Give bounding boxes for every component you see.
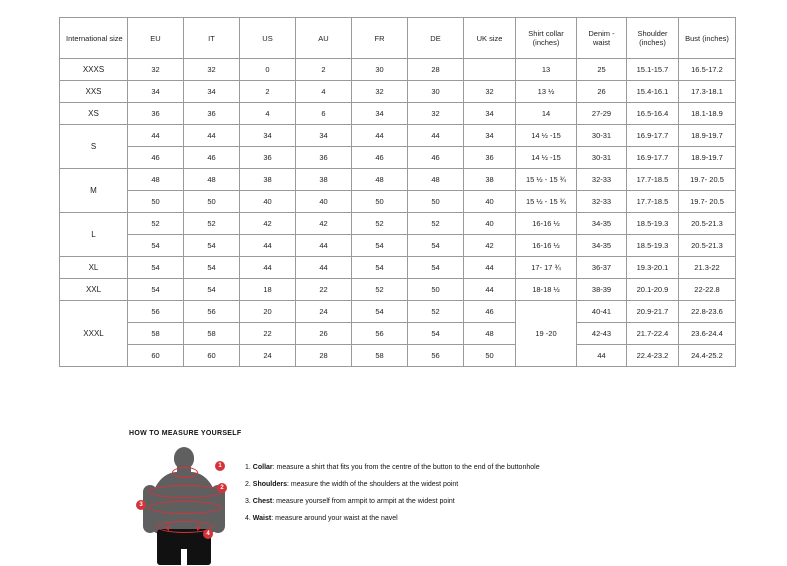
data-cell: 44	[296, 235, 352, 257]
data-cell: 4	[296, 81, 352, 103]
data-cell: 60	[128, 345, 184, 367]
data-cell: 17.7-18.5	[627, 191, 679, 213]
data-cell: 22.8-23.6	[679, 301, 736, 323]
data-cell: 34-35	[577, 235, 627, 257]
table-row	[60, 279, 736, 301]
data-cell: 20.5-21.3	[679, 213, 736, 235]
body-figure-diagram	[129, 445, 239, 565]
data-cell: 22	[296, 279, 352, 301]
data-cell: 54	[352, 235, 408, 257]
data-cell: 52	[352, 279, 408, 301]
waist-arrow-right-icon	[197, 525, 201, 531]
data-cell: 25	[577, 59, 627, 81]
data-cell: 46	[128, 147, 184, 169]
data-cell: 32	[184, 59, 240, 81]
instruction-number: 2.	[245, 481, 251, 488]
data-cell: 17- 17 ¾	[516, 257, 577, 279]
data-cell: 58	[128, 323, 184, 345]
instruction-text: : measure a shirt that fits you from the centre of the button to the end of the buttonhole	[272, 464, 540, 471]
data-cell: 54	[352, 257, 408, 279]
data-cell: 32	[128, 59, 184, 81]
collar-measure-line	[172, 467, 198, 478]
data-cell: 54	[184, 257, 240, 279]
data-cell: 46	[352, 147, 408, 169]
data-cell: 32	[352, 81, 408, 103]
data-cell: 50	[128, 191, 184, 213]
size-label-cell: XS	[60, 103, 128, 125]
data-cell: 54	[184, 279, 240, 301]
data-cell: 17.3-18.1	[679, 81, 736, 103]
data-cell: 54	[352, 301, 408, 323]
data-cell: 16-16 ½	[516, 235, 577, 257]
instruction-number: 3.	[245, 498, 251, 505]
data-cell: 58	[352, 345, 408, 367]
data-cell: 30	[352, 59, 408, 81]
data-cell: 38	[240, 169, 296, 191]
data-cell: 44	[184, 125, 240, 147]
data-cell: 42	[464, 235, 516, 257]
data-cell: 15 ½ - 15 ¾	[516, 169, 577, 191]
data-cell: 16.9-17.7	[627, 147, 679, 169]
data-cell: 16.5-16.4	[627, 103, 679, 125]
data-cell: 28	[408, 59, 464, 81]
data-cell: 46	[408, 147, 464, 169]
data-cell: 30-31	[577, 125, 627, 147]
data-cell: 54	[128, 235, 184, 257]
column-header-us: US	[240, 18, 296, 59]
data-cell: 48	[184, 169, 240, 191]
data-cell: 14 ½ -15	[516, 125, 577, 147]
data-cell: 27-29	[577, 103, 627, 125]
data-cell: 34	[464, 125, 516, 147]
data-cell: 40-41	[577, 301, 627, 323]
data-cell: 54	[408, 235, 464, 257]
data-cell: 26	[577, 81, 627, 103]
data-cell: 34	[128, 81, 184, 103]
data-cell: 18.5-19.3	[627, 235, 679, 257]
data-cell: 20.1-20.9	[627, 279, 679, 301]
how-to-measure-section	[129, 430, 749, 565]
data-cell: 32-33	[577, 191, 627, 213]
size-label-cell: XL	[60, 257, 128, 279]
data-cell: 18.9-19.7	[679, 125, 736, 147]
data-cell: 56	[408, 345, 464, 367]
data-cell: 18	[240, 279, 296, 301]
measure-title: HOW TO MEASURE YOURSELF	[129, 430, 242, 437]
data-cell: 28	[296, 345, 352, 367]
data-cell: 34-35	[577, 213, 627, 235]
data-cell: 23.6-24.4	[679, 323, 736, 345]
data-cell: 56	[184, 301, 240, 323]
data-cell: 21.3-22	[679, 257, 736, 279]
data-cell: 34	[464, 103, 516, 125]
column-header-shoulder: Shoulder (inches)	[627, 18, 679, 59]
marker-4: 4	[203, 529, 213, 539]
data-cell: 52	[408, 301, 464, 323]
data-cell: 44	[464, 279, 516, 301]
data-cell: 48	[128, 169, 184, 191]
data-cell: 0	[240, 59, 296, 81]
table-row	[60, 103, 736, 125]
data-cell: 36	[128, 103, 184, 125]
data-cell: 16.5-17.2	[679, 59, 736, 81]
chest-measure-line	[149, 501, 222, 514]
table-row	[60, 213, 736, 235]
figure-head	[174, 447, 194, 469]
data-cell: 2	[240, 81, 296, 103]
figure-shorts-gap	[181, 549, 187, 565]
table-row	[60, 345, 736, 367]
data-cell: 24	[296, 301, 352, 323]
data-cell: 44	[240, 235, 296, 257]
data-cell: 44	[296, 257, 352, 279]
column-header-fr: FR	[352, 18, 408, 59]
column-header-eu: EU	[128, 18, 184, 59]
column-header-uk-size: UK size	[464, 18, 516, 59]
data-cell: 42-43	[577, 323, 627, 345]
data-cell: 16-16 ½	[516, 213, 577, 235]
instruction-term: Shoulders	[252, 481, 288, 488]
data-cell: 50	[408, 279, 464, 301]
data-cell: 48	[408, 169, 464, 191]
waist-arrow-left-icon	[165, 525, 169, 531]
data-cell: 44	[128, 125, 184, 147]
data-cell: 32	[464, 81, 516, 103]
table-row	[60, 169, 736, 191]
size-chart-table	[59, 17, 736, 367]
data-cell: 22-22.8	[679, 279, 736, 301]
data-cell: 38	[296, 169, 352, 191]
data-cell: 13	[516, 59, 577, 81]
data-cell: 34	[296, 125, 352, 147]
data-cell: 46	[464, 301, 516, 323]
instruction-term: Waist	[252, 515, 272, 522]
data-cell: 44	[352, 125, 408, 147]
data-cell: 6	[296, 103, 352, 125]
data-cell: 15.4-16.1	[627, 81, 679, 103]
data-cell: 48	[352, 169, 408, 191]
data-cell: 38-39	[577, 279, 627, 301]
data-cell: 52	[352, 213, 408, 235]
measure-instructions	[245, 445, 540, 527]
instruction-number: 1.	[245, 464, 251, 471]
data-cell: 32	[408, 103, 464, 125]
data-cell: 54	[408, 257, 464, 279]
instruction-text: : measure yourself from armpit to armpit at the widest point	[272, 498, 455, 505]
column-header-bust: Bust (inches)	[679, 18, 736, 59]
data-cell: 18-18 ½	[516, 279, 577, 301]
data-cell: 30	[408, 81, 464, 103]
data-cell: 20.5-21.3	[679, 235, 736, 257]
data-cell: 34	[240, 125, 296, 147]
instruction-term: Chest	[252, 498, 273, 505]
size-label-cell: XXXL	[60, 301, 128, 367]
column-header-it: IT	[184, 18, 240, 59]
instruction-item	[245, 493, 540, 510]
data-cell: 54	[184, 235, 240, 257]
data-cell: 24.4-25.2	[679, 345, 736, 367]
instruction-item	[245, 459, 540, 476]
data-cell: 50	[408, 191, 464, 213]
data-cell: 42	[240, 213, 296, 235]
size-label-cell: XXXS	[60, 59, 128, 81]
size-label-cell: S	[60, 125, 128, 169]
data-cell: 56	[128, 301, 184, 323]
data-cell: 30-31	[577, 147, 627, 169]
data-cell: 26	[296, 323, 352, 345]
data-cell: 21.7-22.4	[627, 323, 679, 345]
data-cell: 44	[240, 257, 296, 279]
data-cell: 18.5-19.3	[627, 213, 679, 235]
size-label-cell: M	[60, 169, 128, 213]
column-header-au: AU	[296, 18, 352, 59]
data-cell: 36	[464, 147, 516, 169]
data-cell: 40	[464, 191, 516, 213]
data-cell: 44	[408, 125, 464, 147]
data-cell: 34	[184, 81, 240, 103]
table-row	[60, 59, 736, 81]
data-cell: 52	[184, 213, 240, 235]
data-cell: 48	[464, 323, 516, 345]
data-cell: 4	[240, 103, 296, 125]
data-cell: 34	[352, 103, 408, 125]
marker-2: 2	[217, 483, 227, 493]
instruction-item	[245, 476, 540, 493]
table-row	[60, 301, 736, 323]
size-label-cell: L	[60, 213, 128, 257]
table-row	[60, 125, 736, 147]
data-cell: 19 -20	[516, 301, 577, 367]
column-header-shirt-collar: Shirt collar (inches)	[516, 18, 577, 59]
instruction-term: Collar	[252, 464, 273, 471]
data-cell: 56	[352, 323, 408, 345]
data-cell: 19.7- 20.5	[679, 169, 736, 191]
data-cell: 22.4-23.2	[627, 345, 679, 367]
data-cell: 16.9-17.7	[627, 125, 679, 147]
data-cell: 50	[464, 345, 516, 367]
size-label-cell: XXL	[60, 279, 128, 301]
data-cell: 17.7-18.5	[627, 169, 679, 191]
data-cell	[464, 59, 516, 81]
data-cell: 54	[128, 279, 184, 301]
table-body	[60, 59, 736, 367]
data-cell: 50	[184, 191, 240, 213]
instruction-item	[245, 510, 540, 527]
data-cell: 22	[240, 323, 296, 345]
marker-3: 3	[136, 500, 146, 510]
table-row	[60, 191, 736, 213]
data-cell: 40	[296, 191, 352, 213]
table-row	[60, 147, 736, 169]
instruction-text: : measure around your waist at the navel	[271, 515, 398, 522]
data-cell: 50	[352, 191, 408, 213]
table-row	[60, 257, 736, 279]
table-row	[60, 235, 736, 257]
data-cell: 36	[240, 147, 296, 169]
data-cell: 44	[464, 257, 516, 279]
data-cell: 36	[296, 147, 352, 169]
data-cell: 40	[240, 191, 296, 213]
data-cell: 36-37	[577, 257, 627, 279]
instruction-text: : measure the width of the shoulders at the widest point	[287, 481, 459, 488]
data-cell: 42	[296, 213, 352, 235]
marker-1: 1	[215, 461, 225, 471]
table-row	[60, 323, 736, 345]
data-cell: 54	[408, 323, 464, 345]
table-row	[60, 81, 736, 103]
column-header-international-size: International size	[60, 18, 128, 59]
data-cell: 36	[184, 103, 240, 125]
data-cell: 54	[128, 257, 184, 279]
data-cell: 18.9-19.7	[679, 147, 736, 169]
data-cell: 32-33	[577, 169, 627, 191]
data-cell: 13 ½	[516, 81, 577, 103]
data-cell: 19.7- 20.5	[679, 191, 736, 213]
data-cell: 40	[464, 213, 516, 235]
data-cell: 15 ½ - 15 ¾	[516, 191, 577, 213]
data-cell: 2	[296, 59, 352, 81]
data-cell: 15.1-15.7	[627, 59, 679, 81]
data-cell: 20.9-21.7	[627, 301, 679, 323]
data-cell: 60	[184, 345, 240, 367]
data-cell: 18.1-18.9	[679, 103, 736, 125]
data-cell: 52	[128, 213, 184, 235]
data-cell: 24	[240, 345, 296, 367]
data-cell: 19.3-20.1	[627, 257, 679, 279]
table-header-row	[60, 18, 736, 59]
instruction-number: 4.	[245, 515, 251, 522]
data-cell: 58	[184, 323, 240, 345]
data-cell: 38	[464, 169, 516, 191]
data-cell: 44	[577, 345, 627, 367]
column-header-de: DE	[408, 18, 464, 59]
data-cell: 52	[408, 213, 464, 235]
size-label-cell: XXS	[60, 81, 128, 103]
column-header-denim-waist: Denim - waist	[577, 18, 627, 59]
data-cell: 20	[240, 301, 296, 323]
data-cell: 14	[516, 103, 577, 125]
data-cell: 46	[184, 147, 240, 169]
shoulder-measure-line	[148, 485, 223, 498]
data-cell: 14 ½ -15	[516, 147, 577, 169]
